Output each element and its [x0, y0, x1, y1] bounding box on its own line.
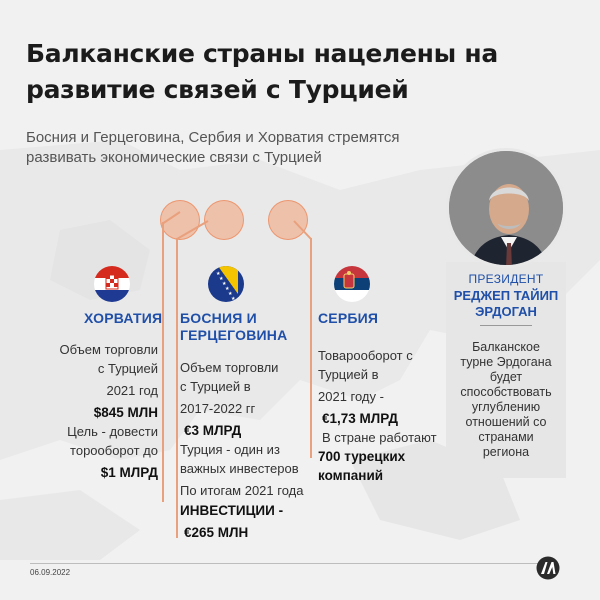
president-role: ПРЕЗИДЕНТ [468, 272, 544, 286]
croatia-flag-icon [94, 266, 130, 302]
president-statement-line: турне Эрдогана [460, 355, 552, 369]
footer-divider [30, 563, 540, 564]
footer-date: 06.09.2022 [30, 568, 71, 577]
svg-text:★: ★ [225, 286, 230, 292]
bosnia-details [180, 358, 320, 542]
serbia-line: В стране работают [322, 430, 437, 445]
president-name-line: ЭРДОГАН [475, 304, 537, 319]
svg-text:★: ★ [228, 291, 233, 297]
serbia-companies-value: 700 турецких [318, 449, 406, 464]
bosnia-name-line: ГЕРЦЕГОВИНА [180, 327, 288, 343]
croatia-line: 2021 год [106, 383, 158, 398]
serbia-flag-icon [334, 266, 370, 302]
serbia-details [318, 346, 448, 485]
serbia-line: 2021 году - [318, 389, 384, 404]
president-statement [450, 340, 562, 460]
president-statement-line: отношений со [465, 415, 547, 429]
bosnia-flag-icon [208, 266, 244, 302]
croatia-connector-line [162, 222, 164, 502]
bosnia-investment-label: ИНВЕСТИЦИИ - [180, 503, 284, 518]
bosnia-line: Турция - один из [180, 442, 280, 457]
president-divider [480, 325, 532, 326]
bosnia-name [180, 310, 287, 344]
bosnia-line: 2017-2022 гг [180, 401, 256, 416]
svg-text:★: ★ [219, 276, 224, 282]
serbia-companies-label: компаний [318, 468, 384, 483]
aa-logo-icon [536, 556, 560, 580]
bosnia-connector-line [176, 238, 178, 538]
croatia-line: Объем торговли [59, 342, 158, 357]
serbia-line: Товарооборот с [318, 348, 413, 363]
bosnia-name-line: БОСНИЯ И [180, 310, 257, 326]
president-photo [446, 148, 566, 268]
bosnia-investment-value: €265 МЛН [184, 525, 249, 540]
croatia-details [40, 340, 158, 482]
croatia-name: ХОРВАТИЯ [84, 310, 163, 326]
serbia-trade-value: €1,73 МЛРД [322, 411, 399, 426]
svg-text:★: ★ [222, 281, 227, 287]
president-name-line: РЕДЖЕП ТАЙИП [453, 288, 559, 303]
president-statement-line: странами [478, 430, 534, 444]
croatia-line: с Турцией [97, 361, 158, 376]
president-statement-line: будет [489, 370, 523, 384]
president-name [446, 288, 566, 320]
page-title: Балканские страны нацелены на развитие связей с Турцией [26, 39, 498, 104]
president-statement-line: Балканское [472, 340, 540, 354]
president-statement-line: региона [482, 445, 530, 459]
serbia-line: Турцией в [318, 367, 379, 382]
bosnia-trade-value: €3 МЛРД [184, 423, 242, 438]
croatia-goal-value: $1 МЛРД [100, 465, 158, 480]
bosnia-line: важных инвестеров [180, 461, 299, 476]
page-subtitle: Босния и Герцеговина, Сербия и Хорватия стремятся развивать экономические связи с Турцией [26, 129, 400, 166]
bosnia-line: с Турцией в [180, 379, 251, 394]
croatia-line: торооборот до [70, 443, 158, 458]
president-statement-line: способствовать [460, 385, 552, 399]
croatia-trade-value: $845 МЛН [93, 405, 158, 420]
croatia-line: Цель - довести [67, 424, 158, 439]
svg-text:★: ★ [231, 296, 236, 302]
bosnia-line: Объем торговли [180, 360, 279, 375]
bosnia-connector-diagonal [174, 218, 214, 242]
bosnia-line: По итогам 2021 года [180, 483, 304, 498]
svg-text:★: ★ [216, 271, 221, 277]
president-statement-line: углублению [471, 400, 541, 414]
serbia-name: СЕРБИЯ [318, 310, 379, 326]
serbia-connector-diagonal [290, 218, 314, 242]
